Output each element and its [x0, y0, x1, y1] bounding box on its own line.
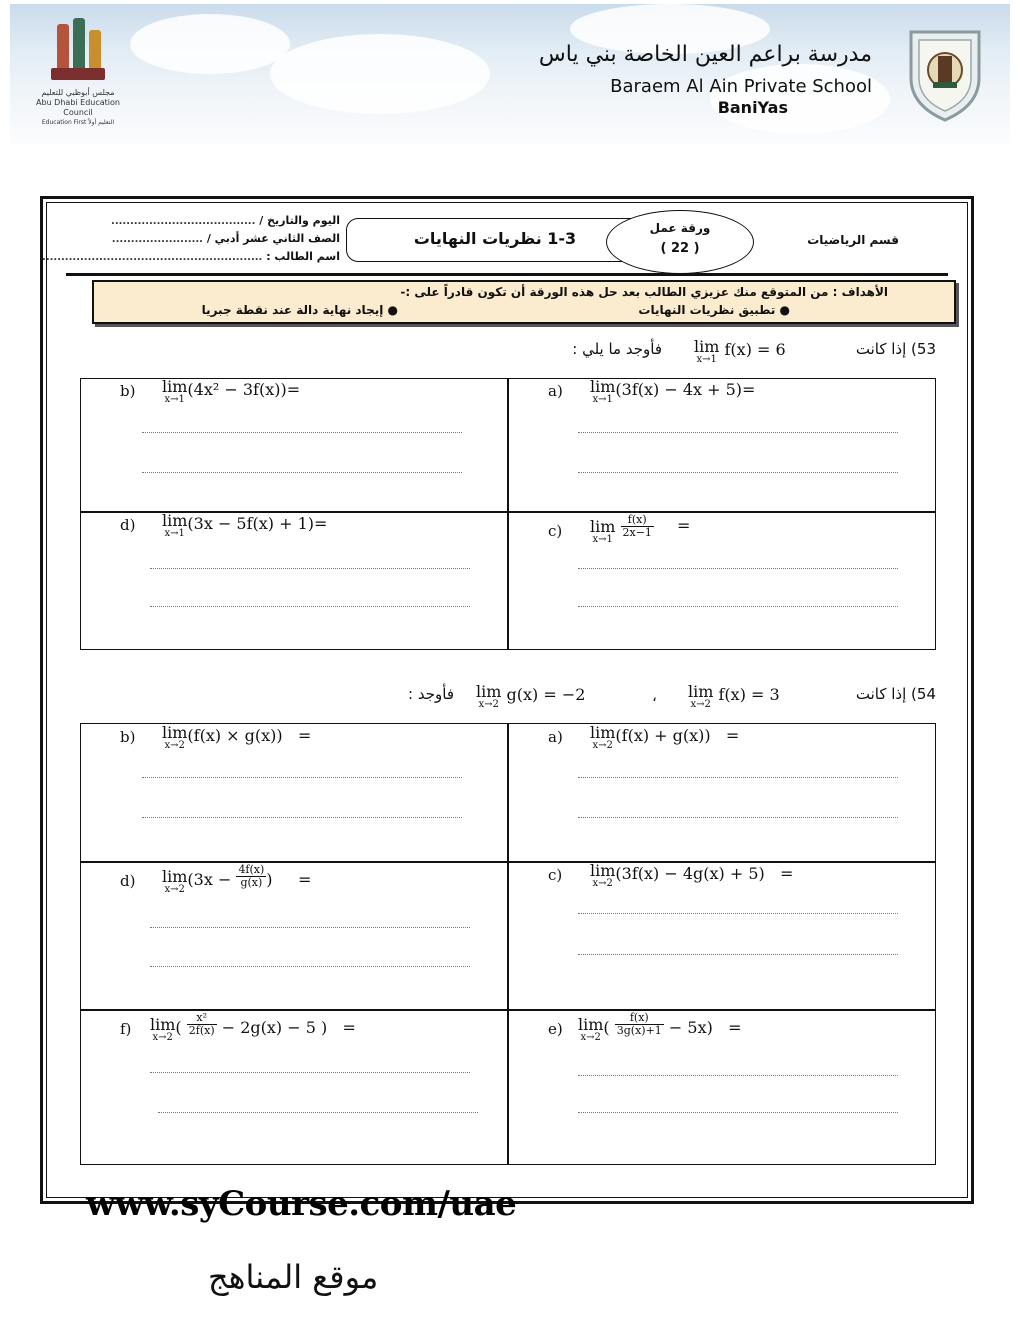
q53-number: 53) إذا كانت — [855, 340, 936, 358]
q53-d-label: d) — [120, 516, 136, 534]
q54-given-f-rest: f(x) = 3 — [718, 685, 780, 704]
q54-b-lim: lim — [162, 723, 188, 742]
q54-grid-vline — [507, 723, 509, 1165]
answer-line[interactable] — [578, 568, 898, 569]
q54-given-g-lim: lim — [476, 682, 502, 701]
website-url[interactable]: www.syCourse.com/uae — [86, 1184, 517, 1224]
q54-f-lim: lim — [150, 1015, 176, 1034]
answer-line[interactable] — [150, 606, 470, 607]
q54-d-den: g(x) — [240, 876, 263, 889]
q53-c-num: f(x) — [621, 514, 654, 527]
worksheet-number-oval — [606, 210, 754, 274]
school-crest-icon — [905, 26, 985, 122]
q53-grid-hline — [80, 511, 936, 513]
header-banner — [10, 4, 1010, 144]
q54-e-num: f(x) — [615, 1012, 664, 1025]
class-dots[interactable]: ........................ — [111, 234, 203, 245]
q54-d-pre: (3x − — [187, 870, 232, 889]
q54-b-expr — [162, 723, 312, 751]
q53-b-expr — [162, 377, 301, 405]
student-name-dots[interactable]: .......................................................... — [42, 252, 263, 263]
q54-given-f-lim: lim — [688, 682, 714, 701]
q54-given-f-sub: x→2 — [690, 699, 711, 710]
answer-line[interactable] — [578, 777, 898, 778]
q54-a-expr — [590, 723, 740, 751]
q54-f-sub: x→2 — [152, 1032, 173, 1043]
objective-1-text: تطبيق نظريات النهايات — [638, 303, 776, 317]
student-name-label: اسم الطالب : — [266, 250, 340, 263]
school-name-en: Baraem Al Ain Private School — [610, 76, 872, 97]
council-emblem-icon — [51, 18, 105, 88]
site-name-ar: موقع المناهج — [208, 1258, 379, 1296]
q53-instruction: فأوجد ما يلي : — [572, 340, 662, 358]
q54-instruction: فأوجد : — [408, 685, 454, 703]
answer-line[interactable] — [578, 1112, 898, 1113]
q53-b-body: (4x² − 3f(x))= — [187, 380, 301, 399]
answer-line[interactable] — [150, 927, 470, 928]
answer-line[interactable] — [578, 913, 898, 914]
q53-a-expr — [590, 377, 756, 405]
q54-b-body: (f(x) × g(x)) = — [187, 726, 312, 745]
department-label: قسم الرياضيات — [807, 233, 899, 247]
q54-given-g-rest: g(x) = −2 — [506, 685, 586, 704]
answer-line[interactable] — [578, 432, 898, 433]
q54-d-lim: lim — [162, 867, 188, 886]
q54-a-body: (f(x) + g(x)) = — [615, 726, 740, 745]
q53-grid-vline — [507, 378, 509, 650]
answer-line[interactable] — [578, 817, 898, 818]
q54-f-den: 2f(x) — [188, 1024, 215, 1037]
q53-c-lim: lim — [590, 517, 616, 536]
class-label: الصف الثاني عشر أدبي / — [206, 232, 340, 245]
q53-a-body: (3f(x) − 4x + 5)= — [615, 380, 756, 399]
q54-c-body: (3f(x) − 4g(x) + 5) = — [615, 864, 794, 883]
q54-grid-hline — [80, 861, 936, 863]
answer-line[interactable] — [578, 472, 898, 473]
answer-line[interactable] — [150, 1072, 470, 1073]
q53-given-rest: f(x) = 6 — [724, 340, 786, 359]
q54-a-sub: x→2 — [592, 740, 613, 751]
q54-e-tail: − 5x) = — [668, 1018, 742, 1037]
q53-a-lim: lim — [590, 377, 616, 396]
q53-b-sub: x→1 — [164, 394, 185, 405]
q53-given — [694, 337, 786, 365]
header-divider — [66, 273, 948, 276]
q53-a-sub: x→1 — [592, 394, 613, 405]
q54-number: 54) إذا كانت — [855, 685, 936, 703]
q54-given-f — [688, 682, 780, 710]
objective-item-2: ● إيجاد نهاية دالة عند نقطة جبريا — [201, 303, 398, 317]
objectives-box — [92, 280, 956, 324]
worksheet-number: ( 22 ) — [660, 241, 700, 256]
q54-b-label: b) — [120, 728, 136, 746]
answer-line[interactable] — [142, 777, 462, 778]
day-date-dots[interactable]: ...................................... — [111, 216, 256, 227]
q54-f-expr — [150, 1012, 356, 1043]
q54-e-pre: ( — [603, 1018, 610, 1037]
q53-c-label: c) — [548, 522, 563, 540]
council-logo — [28, 18, 128, 138]
answer-line[interactable] — [142, 472, 462, 473]
q54-given-g-sub: x→2 — [478, 699, 499, 710]
answer-line[interactable] — [142, 432, 462, 433]
q53-c-tail: = — [677, 516, 691, 535]
q54-e-sub: x→2 — [580, 1032, 601, 1043]
school-name-ar: مدرسة براعم العين الخاصة بني ياس — [538, 42, 872, 67]
council-tagline: Education First التعليم أولاً — [41, 119, 115, 126]
q53-d-body: (3x − 5f(x) + 1)= — [187, 514, 328, 533]
q54-given-g — [476, 682, 586, 710]
q54-e-den: 3g(x)+1 — [616, 1024, 662, 1037]
q54-grid-hline — [80, 1009, 936, 1011]
objectives-intro: الأهداف : من المتوقع منك عزيزي الطالب بعد حل هذه الورقة أن تكون قادراً على :- — [400, 285, 888, 299]
answer-line[interactable] — [578, 1075, 898, 1076]
answer-line[interactable] — [578, 606, 898, 607]
q53-d-lim: lim — [162, 511, 188, 530]
q54-separator: ، — [652, 687, 657, 705]
q53-given-lim: lim — [694, 337, 720, 356]
q54-c-sub: x→2 — [592, 878, 613, 889]
answer-line[interactable] — [150, 568, 470, 569]
q54-c-label: c) — [548, 866, 563, 884]
q54-e-label: e) — [548, 1020, 563, 1038]
q53-d-sub: x→1 — [164, 528, 185, 539]
q53-given-sub: x→1 — [696, 354, 717, 365]
day-date-label: اليوم والتاريخ / — [259, 214, 340, 227]
q53-a-label: a) — [548, 382, 563, 400]
objective-2-text: إيجاد نهاية دالة عند نقطة جبريا — [201, 303, 384, 317]
q54-a-label: a) — [548, 728, 563, 746]
answer-line[interactable] — [158, 1112, 478, 1113]
worksheet-title: 1-3 نظريات النهايات — [413, 229, 577, 248]
q53-c-sub: x→1 — [592, 534, 613, 545]
q54-f-pre: ( — [175, 1018, 182, 1037]
q54-d-label: d) — [120, 872, 136, 890]
q54-f-num: x² — [187, 1012, 217, 1025]
worksheet-label: ورقة عمل — [649, 221, 711, 235]
answer-line[interactable] — [142, 817, 462, 818]
q53-b-label: b) — [120, 382, 136, 400]
council-name-en: Abu Dhabi Education Council — [36, 98, 120, 117]
worksheet-title-box — [346, 218, 644, 262]
q53-d-expr — [162, 511, 328, 539]
q54-c-lim: lim — [590, 861, 616, 880]
class-field — [112, 232, 340, 245]
q54-d-tail: ) = — [266, 870, 312, 889]
objective-item-1: ● تطبيق نظريات النهايات — [638, 303, 790, 317]
q53-c-expr — [590, 514, 690, 545]
q54-e-lim: lim — [578, 1015, 604, 1034]
q54-f-tail: − 2g(x) − 5 ) = — [221, 1018, 356, 1037]
q53-b-lim: lim — [162, 377, 188, 396]
school-city: BaniYas — [717, 98, 788, 117]
q54-f-label: f) — [120, 1020, 132, 1038]
day-date-field — [111, 214, 340, 227]
q53-c-den: 2x−1 — [622, 526, 652, 539]
q54-a-lim: lim — [590, 723, 616, 742]
council-name-ar: مجلس أبوظبي للتعليم — [41, 88, 115, 97]
q54-d-num: 4f(x) — [238, 863, 265, 876]
q54-c-expr — [590, 861, 794, 889]
q54-d-sub: x→2 — [164, 884, 185, 895]
student-name-field — [42, 250, 340, 263]
q54-b-sub: x→2 — [164, 740, 185, 751]
q54-e-expr — [578, 1012, 742, 1043]
answer-line[interactable] — [578, 954, 898, 955]
q54-d-expr — [162, 864, 311, 895]
answer-line[interactable] — [150, 966, 470, 967]
